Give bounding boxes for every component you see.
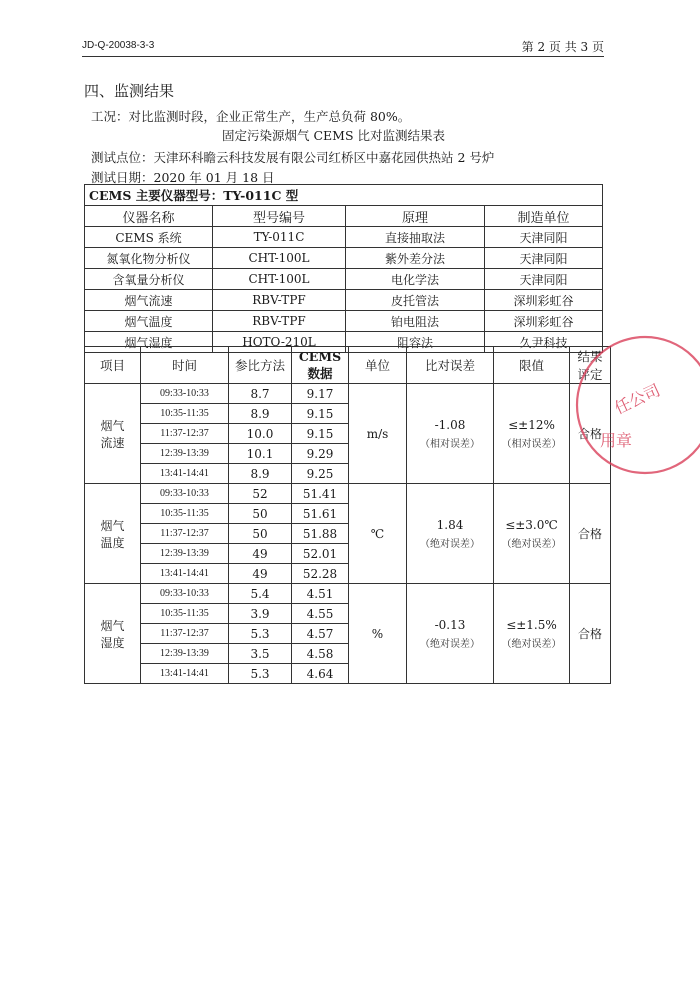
comparison-error-cell [407, 584, 494, 684]
unit-cell: m/s [349, 384, 407, 484]
error-type: （绝对误差） [420, 538, 480, 550]
test-date: 测试日期：2020 年 01 月 18 日 [91, 170, 275, 185]
cems-value: 4.58 [292, 644, 349, 664]
cems-value: 4.57 [292, 624, 349, 644]
reference-value: 3.5 [229, 644, 292, 664]
cems-value: 9.15 [292, 404, 349, 424]
limit-type: （相对误差） [501, 438, 562, 450]
limit-type: （绝对误差） [501, 538, 562, 550]
instrument-row [85, 311, 603, 332]
section-title: 四、监测结果 [84, 82, 175, 100]
unit-cell: % [349, 584, 407, 684]
cems-value: 52.01 [292, 544, 349, 564]
cems-value: 52.28 [292, 564, 349, 584]
reference-value: 10.0 [229, 424, 292, 444]
limit-cell [494, 484, 570, 584]
page-header [82, 38, 604, 56]
comparison-error-cell [407, 484, 494, 584]
table-caption: 固定污染源烟气 CEMS 比对监测结果表 [222, 128, 445, 143]
instrument-model: CHT-100L [213, 269, 346, 290]
error-value: -1.08 [434, 417, 466, 432]
results-row [85, 584, 611, 604]
reference-value: 10.1 [229, 444, 292, 464]
time-period: 13:41-14:41 [141, 664, 229, 684]
instrument-manufacturer: 天津同阳 [485, 269, 603, 290]
instrument-name: 烟气温度 [85, 311, 213, 332]
time-period: 10:35-11:35 [141, 404, 229, 424]
instrument-manufacturer: 天津同阳 [485, 227, 603, 248]
cems-value: 9.29 [292, 444, 349, 464]
header-divider [82, 56, 604, 57]
instrument-name: CEMS 系统 [85, 227, 213, 248]
error-value: 1.84 [436, 517, 464, 532]
verdict-cell: 合格 [570, 484, 611, 584]
item-header: 项目 [85, 347, 141, 384]
verdict-cell: 合格 [570, 384, 611, 484]
instrument-column-header: 型号编号 [213, 206, 346, 227]
instrument-name: 烟气湿度 [85, 332, 213, 353]
instrument-model-title: CEMS 主要仪器型号：TY-011C 型 [85, 185, 603, 206]
time-period: 13:41-14:41 [141, 564, 229, 584]
results-row [85, 484, 611, 504]
instrument-model: TY-011C [213, 227, 346, 248]
comparison-error-header: 比对误差 [407, 347, 494, 384]
results-header-row [85, 347, 611, 384]
instrument-model: RBV-TPF [213, 290, 346, 311]
cems-value: 4.55 [292, 604, 349, 624]
instrument-manufacturer: 久尹科技 [485, 332, 603, 353]
cems-value: 4.51 [292, 584, 349, 604]
reference-value: 8.9 [229, 464, 292, 484]
instrument-table [84, 184, 603, 353]
measurement-item: 烟气 流速 [85, 384, 141, 484]
reference-value: 52 [229, 484, 292, 504]
measurement-item: 烟气 温度 [85, 484, 141, 584]
verdict-header: 结果 评定 [570, 347, 611, 384]
limit-cell [494, 384, 570, 484]
instrument-row [85, 227, 603, 248]
page-number: 第 2 页 共 3 页 [521, 40, 604, 54]
cems-value: 9.25 [292, 464, 349, 484]
verdict-cell: 合格 [570, 584, 611, 684]
instrument-name: 烟气流速 [85, 290, 213, 311]
instrument-row [85, 269, 603, 290]
comparison-error-cell [407, 384, 494, 484]
instrument-name: 含氧量分析仪 [85, 269, 213, 290]
instrument-name: 氮氧化物分析仪 [85, 248, 213, 269]
results-row [85, 384, 611, 404]
limit-value: ≤±3.0℃ [505, 517, 558, 532]
instrument-principle: 紫外差分法 [346, 248, 485, 269]
time-period: 10:35-11:35 [141, 504, 229, 524]
cems-value: 51.61 [292, 504, 349, 524]
reference-value: 8.7 [229, 384, 292, 404]
cems-value: 4.64 [292, 664, 349, 684]
time-period: 09:33-10:33 [141, 584, 229, 604]
reference-value: 49 [229, 544, 292, 564]
instrument-manufacturer: 深圳彩虹谷 [485, 290, 603, 311]
time-period: 13:41-14:41 [141, 464, 229, 484]
time-period: 12:39-13:39 [141, 444, 229, 464]
instrument-column-header: 制造单位 [485, 206, 603, 227]
measurement-item: 烟气 湿度 [85, 584, 141, 684]
document-code: JD-Q-20038-3-3 [82, 40, 155, 51]
instrument-model: CHT-100L [213, 248, 346, 269]
reference-value: 50 [229, 504, 292, 524]
time-period: 12:39-13:39 [141, 544, 229, 564]
reference-value: 5.3 [229, 624, 292, 644]
time-period: 09:33-10:33 [141, 484, 229, 504]
reference-value: 8.9 [229, 404, 292, 424]
instrument-principle: 铂电阻法 [346, 311, 485, 332]
cems-value: 9.17 [292, 384, 349, 404]
cems-value: 51.88 [292, 524, 349, 544]
test-site: 测试点位：天津环科瞻云科技发展有限公司红桥区中嘉花园供热站 2 号炉 [91, 150, 495, 165]
cems-value: 51.41 [292, 484, 349, 504]
unit-cell: ℃ [349, 484, 407, 584]
instrument-title-row [85, 185, 603, 206]
error-value: -0.13 [434, 617, 466, 632]
time-period: 11:37-12:37 [141, 524, 229, 544]
cems-value: 9.15 [292, 424, 349, 444]
cems-data-header: CEMS 数据 [292, 347, 349, 384]
time-header: 时间 [141, 347, 229, 384]
results-table [84, 346, 611, 684]
error-type: （绝对误差） [420, 638, 480, 650]
reference-value: 3.9 [229, 604, 292, 624]
instrument-header-row [85, 206, 603, 227]
instrument-row [85, 290, 603, 311]
instrument-principle: 直接抽取法 [346, 227, 485, 248]
instrument-model: RBV-TPF [213, 311, 346, 332]
reference-value: 50 [229, 524, 292, 544]
unit-header: 单位 [349, 347, 407, 384]
reference-value: 5.4 [229, 584, 292, 604]
instrument-model: HOTO-210L [213, 332, 346, 353]
time-period: 11:37-12:37 [141, 424, 229, 444]
instrument-principle: 皮托管法 [346, 290, 485, 311]
time-period: 10:35-11:35 [141, 604, 229, 624]
time-period: 11:37-12:37 [141, 624, 229, 644]
operating-condition: 工况：对比监测时段，企业正常生产，生产总负荷 80%。 [91, 109, 411, 124]
limit-type: （绝对误差） [501, 638, 562, 650]
time-period: 12:39-13:39 [141, 644, 229, 664]
instrument-row [85, 248, 603, 269]
instrument-manufacturer: 天津同阳 [485, 248, 603, 269]
reference-value: 49 [229, 564, 292, 584]
limit-cell [494, 584, 570, 684]
instrument-manufacturer: 深圳彩虹谷 [485, 311, 603, 332]
svg-text:用章: 用章 [600, 431, 633, 450]
limit-header: 限值 [494, 347, 570, 384]
reference-value: 5.3 [229, 664, 292, 684]
error-type: （相对误差） [420, 438, 480, 450]
limit-value: ≤±1.5% [506, 617, 557, 632]
instrument-principle: 阻容法 [346, 332, 485, 353]
instrument-column-header: 原理 [346, 206, 485, 227]
instrument-column-header: 仪器名称 [85, 206, 213, 227]
limit-value: ≤±12% [508, 417, 555, 432]
svg-text:任公司: 任公司 [611, 380, 664, 418]
time-period: 09:33-10:33 [141, 384, 229, 404]
instrument-principle: 电化学法 [346, 269, 485, 290]
reference-method-header: 参比方法 [229, 347, 292, 384]
